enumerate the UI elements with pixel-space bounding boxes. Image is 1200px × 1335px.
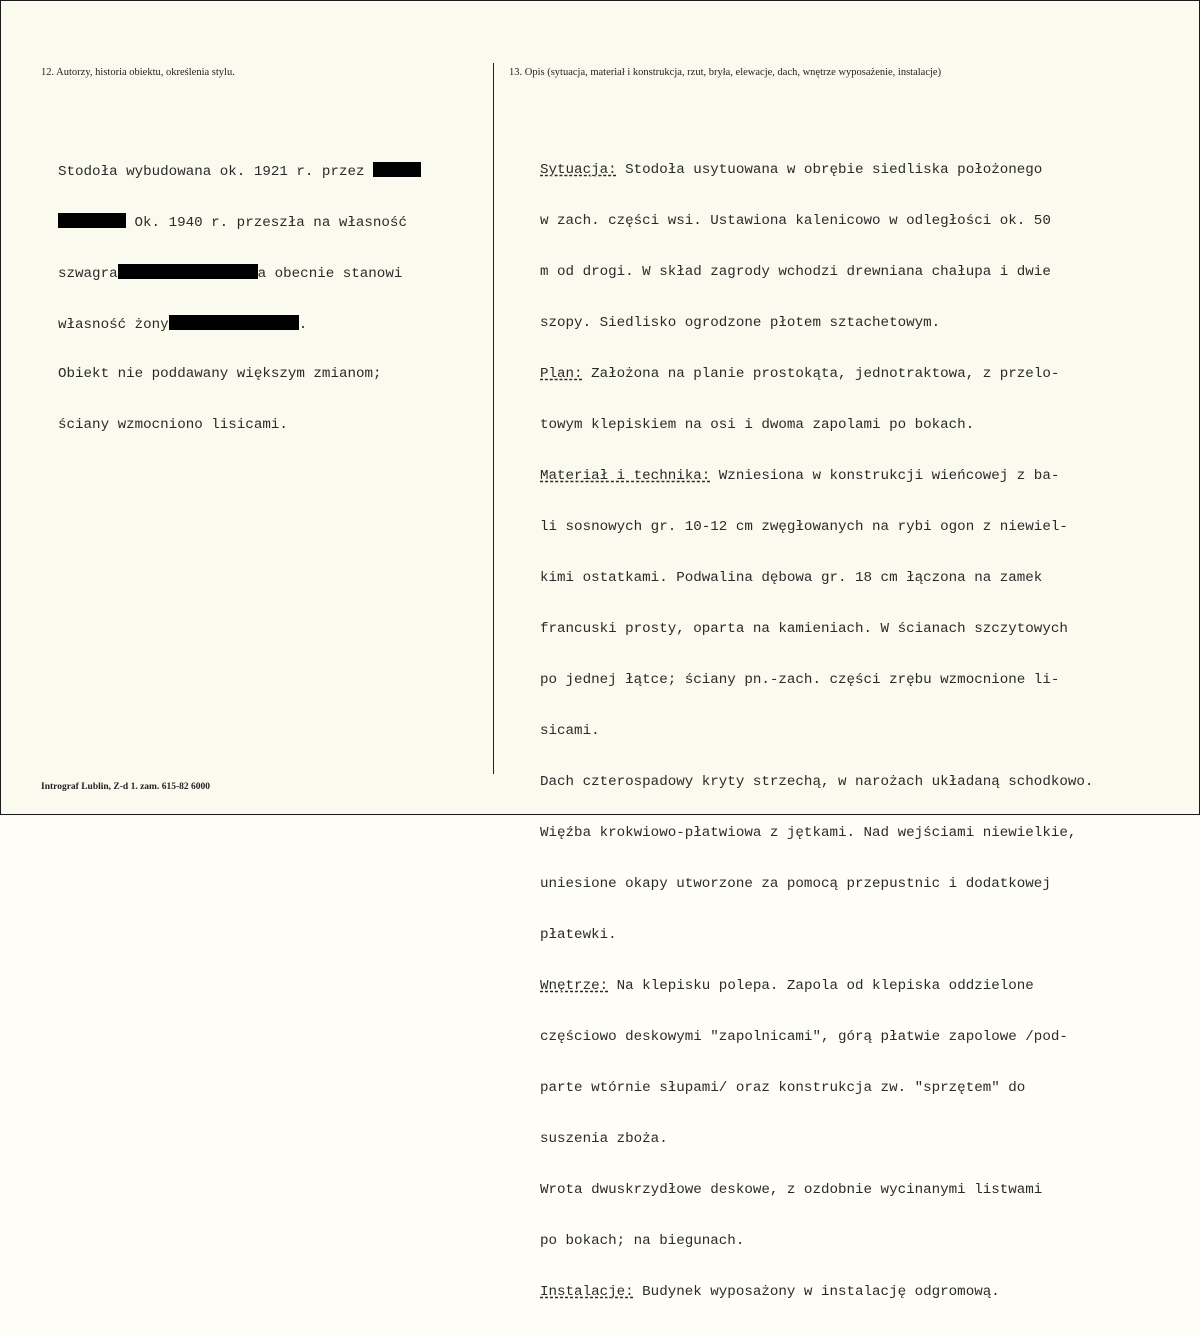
description-line: suszenia zboża. — [540, 1131, 668, 1147]
description-line: po bokach; na biegunach. — [540, 1233, 745, 1249]
description-line: po jednej łątce; ściany pn.-zach. części zrębu wzmocnione li- — [540, 672, 1060, 688]
description-line: towym klepiskiem na osi i dwoma zapolami po bokach. — [540, 417, 975, 433]
section-12-header: 12. Autorzy, historia obiektu, określenia stylu. — [41, 67, 235, 78]
description-line: m od drogi. W skład zagrody wchodzi drewniana chałupa i dwie — [540, 264, 1051, 280]
section-13-header: 13. Opis (sytuacja, materiał i konstrukcja, rzut, bryła, elewacje, dach, wnętrze wyposażenie, instalacje) — [509, 67, 942, 78]
redaction-box — [118, 264, 258, 279]
description-line: Więźba krokwiowo-płatwiowa z jętkami. Nad wejściami niewielkie, — [540, 825, 1077, 841]
redaction-box — [373, 162, 421, 177]
description-line: kimi ostatkami. Podwalina dębowa gr. 18 cm łączona na zamek — [540, 570, 1043, 586]
description-line: szopy. Siedlisko ogrodzone płotem sztachetowym. — [540, 315, 941, 331]
history-line-2: Ok. 1940 r. przeszła na własność — [58, 213, 421, 230]
description-text — [540, 128, 1093, 1335]
history-text — [58, 128, 421, 468]
description-line: Instalacje: Budynek wyposażony w instalację odgromową. — [540, 1284, 1000, 1300]
history-line-1: Stodoła wybudowana ok. 1921 r. przez — [58, 162, 421, 179]
description-line: płatewki. — [540, 927, 617, 943]
redaction-box — [169, 315, 299, 330]
description-line: częściowo deskowymi "zapolnicami", górą płatwie zapolowe /pod- — [540, 1029, 1068, 1045]
history-line-5: Obiekt nie poddawany większym zmianom; — [58, 366, 382, 382]
history-line-3: szwagra a obecnie stanowi — [58, 266, 403, 282]
description-line: li sosnowych gr. 10-12 cm zwęgłowanych na rybi ogon z niewiel- — [540, 519, 1068, 535]
redaction-box — [58, 213, 126, 228]
description-line: parte wtórnie słupami/ oraz konstrukcja zw. "sprzętem" do — [540, 1080, 1026, 1096]
description-line: Wnętrze: Na klepisku polepa. Zapola od klepiska oddzielone — [540, 978, 1034, 994]
history-line-4: własność żony . — [58, 317, 308, 333]
description-line: Wrota dwuskrzydłowe deskowe, z ozdobnie wycinanymi listwami — [540, 1182, 1043, 1198]
description-line: sicami. — [540, 723, 600, 739]
description-line: Plan: Założona na planie prostokąta, jednotraktowa, z przelo- — [540, 366, 1060, 382]
description-line: Materiał i technika: Wzniesiona w konstrukcji wieńcowej z ba- — [540, 468, 1060, 484]
description-line: francuski prosty, oparta na kamieniach. W ścianach szczytowych — [540, 621, 1068, 637]
description-line: Sytuacja: Stodoła usytuowana w obrębie siedliska położonego — [540, 162, 1043, 178]
description-line: Dach czterospadowy kryty strzechą, w narożach układaną schodkowo. — [540, 774, 1094, 790]
column-divider — [493, 63, 494, 774]
printer-imprint: Intrograf Lublin, Z-d 1. zam. 615-82 6000 — [41, 782, 210, 792]
history-line-6: ściany wzmocniono lisicami. — [58, 417, 288, 433]
description-line: uniesione okapy utworzone za pomocą przepustnic i dodatkowej — [540, 876, 1051, 892]
description-line: w zach. części wsi. Ustawiona kalenicowo w odległości ok. 50 — [540, 213, 1051, 229]
